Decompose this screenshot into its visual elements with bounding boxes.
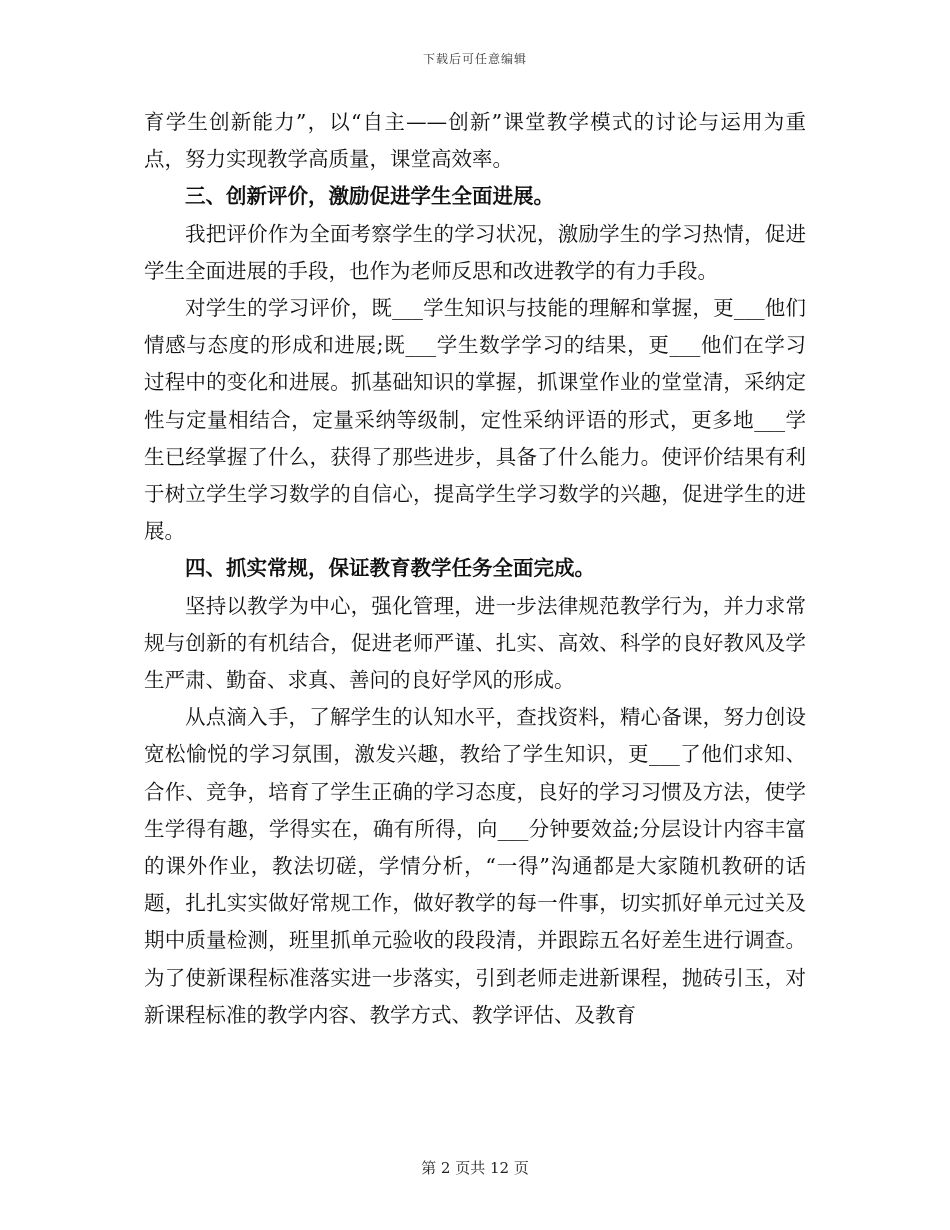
paragraph: 坚持以教学为中心，强化管理，进一步法律规范教学行为，并力求常规与创新的有机结合，促进老师严谨、扎实、高效、科学的良好教风及学生严肃、勤奋、求真、善问的良好学风的形成。 (144, 593, 806, 693)
section-heading-3: 三、创新评价，激励促进学生全面进展。 (185, 184, 554, 209)
paragraph: 对学生的学习评价，既___学生知识与技能的理解和掌握，更___他们情感与态度的形成和进展;既___学生数学学习的结果，更___他们在学习过程中的变化和进展。抓基础知识的掌握，抓课堂作业的堂堂清，采纳定性与定量相结合，定量采纳等级制，定性采纳评语的形式，更多地___学生已经掌握了什么，获得了那些进步，具备了什么能力。使评价结果有利于树立学生学习数学的自信心，提高学生学习数学的兴趣，促进学生的进展。 (144, 296, 806, 544)
page-footer: 第 2 页共 12 页 (421, 1159, 529, 1177)
paragraph: 我把评价作为全面考察学生的学习状况，激励学生的学习热情，促进学生全面进展的手段，也作为老师反思和改进教学的有力手段。 (144, 221, 806, 283)
page-header: 下载后可任意编辑 (422, 52, 527, 66)
section-heading-4: 四、抓实常规，保证教育教学任务全面完成。 (185, 556, 595, 581)
paragraph-continued: 育学生创新能力”，以“自主——创新”课堂教学模式的讨论与运用为重点，努力实现教学高质量，课堂高效率。 (144, 110, 806, 172)
paragraph: 从点滴入手，了解学生的认知水平，查找资料，精心备课，努力创设宽松愉悦的学习氛围，激发兴趣，教给了学生知识，更___了他们求知、合作、竞争，培育了学生正确的学习态度，良好的学习习惯及方法，使学生学得有趣，学得实在，确有所得，向___分钟要效益;分层设计内容丰富的课外作业，教法切磋，学情分析，“一得”沟通都是大家随机教研的话题，扎扎实实做好常规工作，做好教学的每一件事，切实抓好单元过关及期中质量检测，班里抓单元验收的段段清，并跟踪五名好差生进行调查。为了使新课程标准落实进一步落实，引到老师走进新课程，抛砖引玉，对新课程标准的教学内容、教学方式、教学评估、及教育 (144, 705, 806, 1027)
document-body (144, 104, 806, 1034)
